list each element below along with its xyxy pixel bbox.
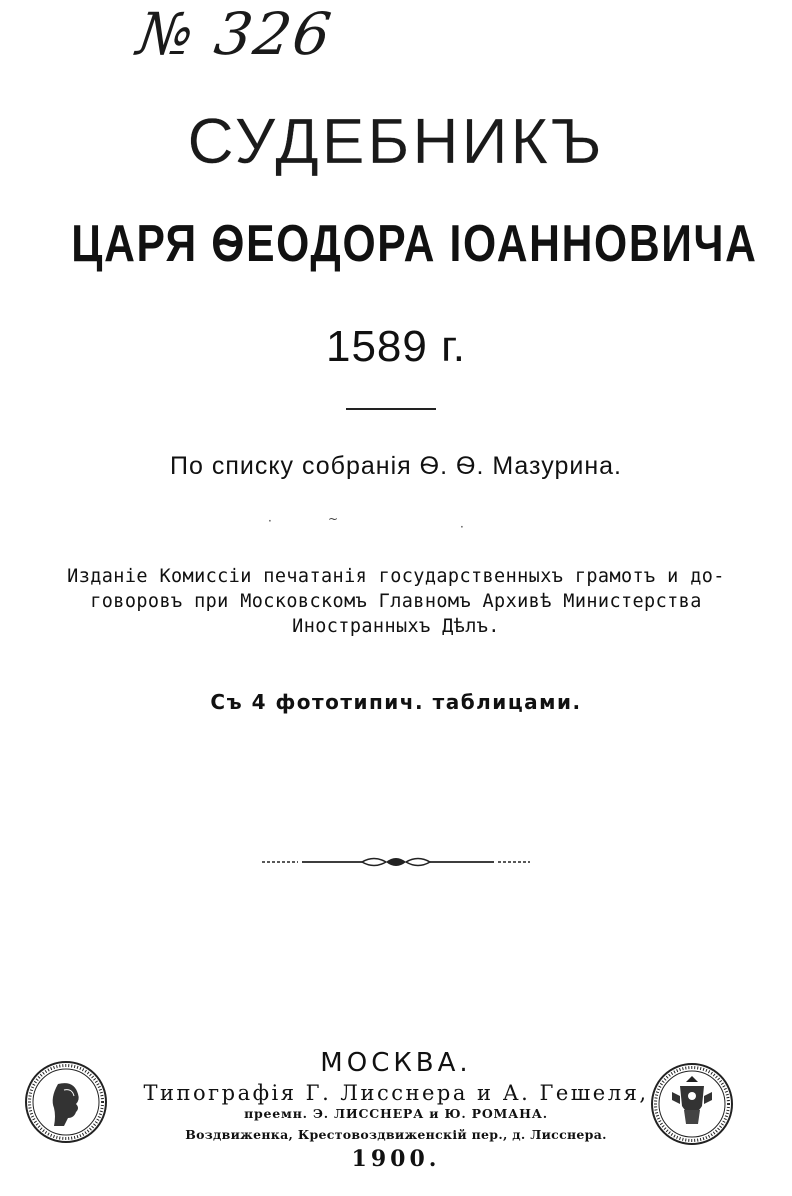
print-speck: ·	[268, 514, 272, 528]
print-speck: ·	[460, 520, 464, 534]
publication-note	[0, 564, 792, 639]
plates-line: Съ 4 фототипич. таблицами.	[210, 690, 582, 714]
title-sub: ЦАРЯ ѲЕОДОРА ІОАННОВИЧА	[71, 215, 758, 273]
imprint-former-owners: преемн. Э. ЛИССНЕРА и Ю. РОМАНА.	[244, 1106, 548, 1121]
portrait-medal-icon	[24, 1060, 108, 1144]
title-main: СУДЕБНИКЪ	[187, 105, 605, 177]
publication-note-line: Иностранныхъ Дѣлъ.	[292, 616, 500, 637]
imprint-city: МОСКВА.	[320, 1048, 472, 1078]
short-rule	[346, 408, 436, 410]
handwritten-shelfmark: № 326	[133, 0, 337, 68]
imprint-address: Воздвиженка, Крестовоздвиженскій пер., д. Лисснера.	[185, 1127, 607, 1142]
title-year: 1589 г.	[325, 322, 466, 371]
coat-of-arms-medal-icon	[650, 1062, 734, 1146]
source-line: По списку собранія Ѳ. Ѳ. Мазурина.	[170, 452, 622, 480]
ornamental-rule	[262, 852, 530, 872]
imprint-press: Типографія Г. Лисснера и А. Гешеля,	[143, 1081, 649, 1105]
publication-note-line: Изданіе Комиссіи печатанія государственныхъ грамотъ и до-	[67, 566, 725, 587]
publication-note-line: говоровъ при Московскомъ Главномъ Архивѣ Министерства	[90, 591, 702, 612]
print-speck: ~	[328, 512, 339, 526]
imprint-year: 1900.	[351, 1146, 441, 1172]
